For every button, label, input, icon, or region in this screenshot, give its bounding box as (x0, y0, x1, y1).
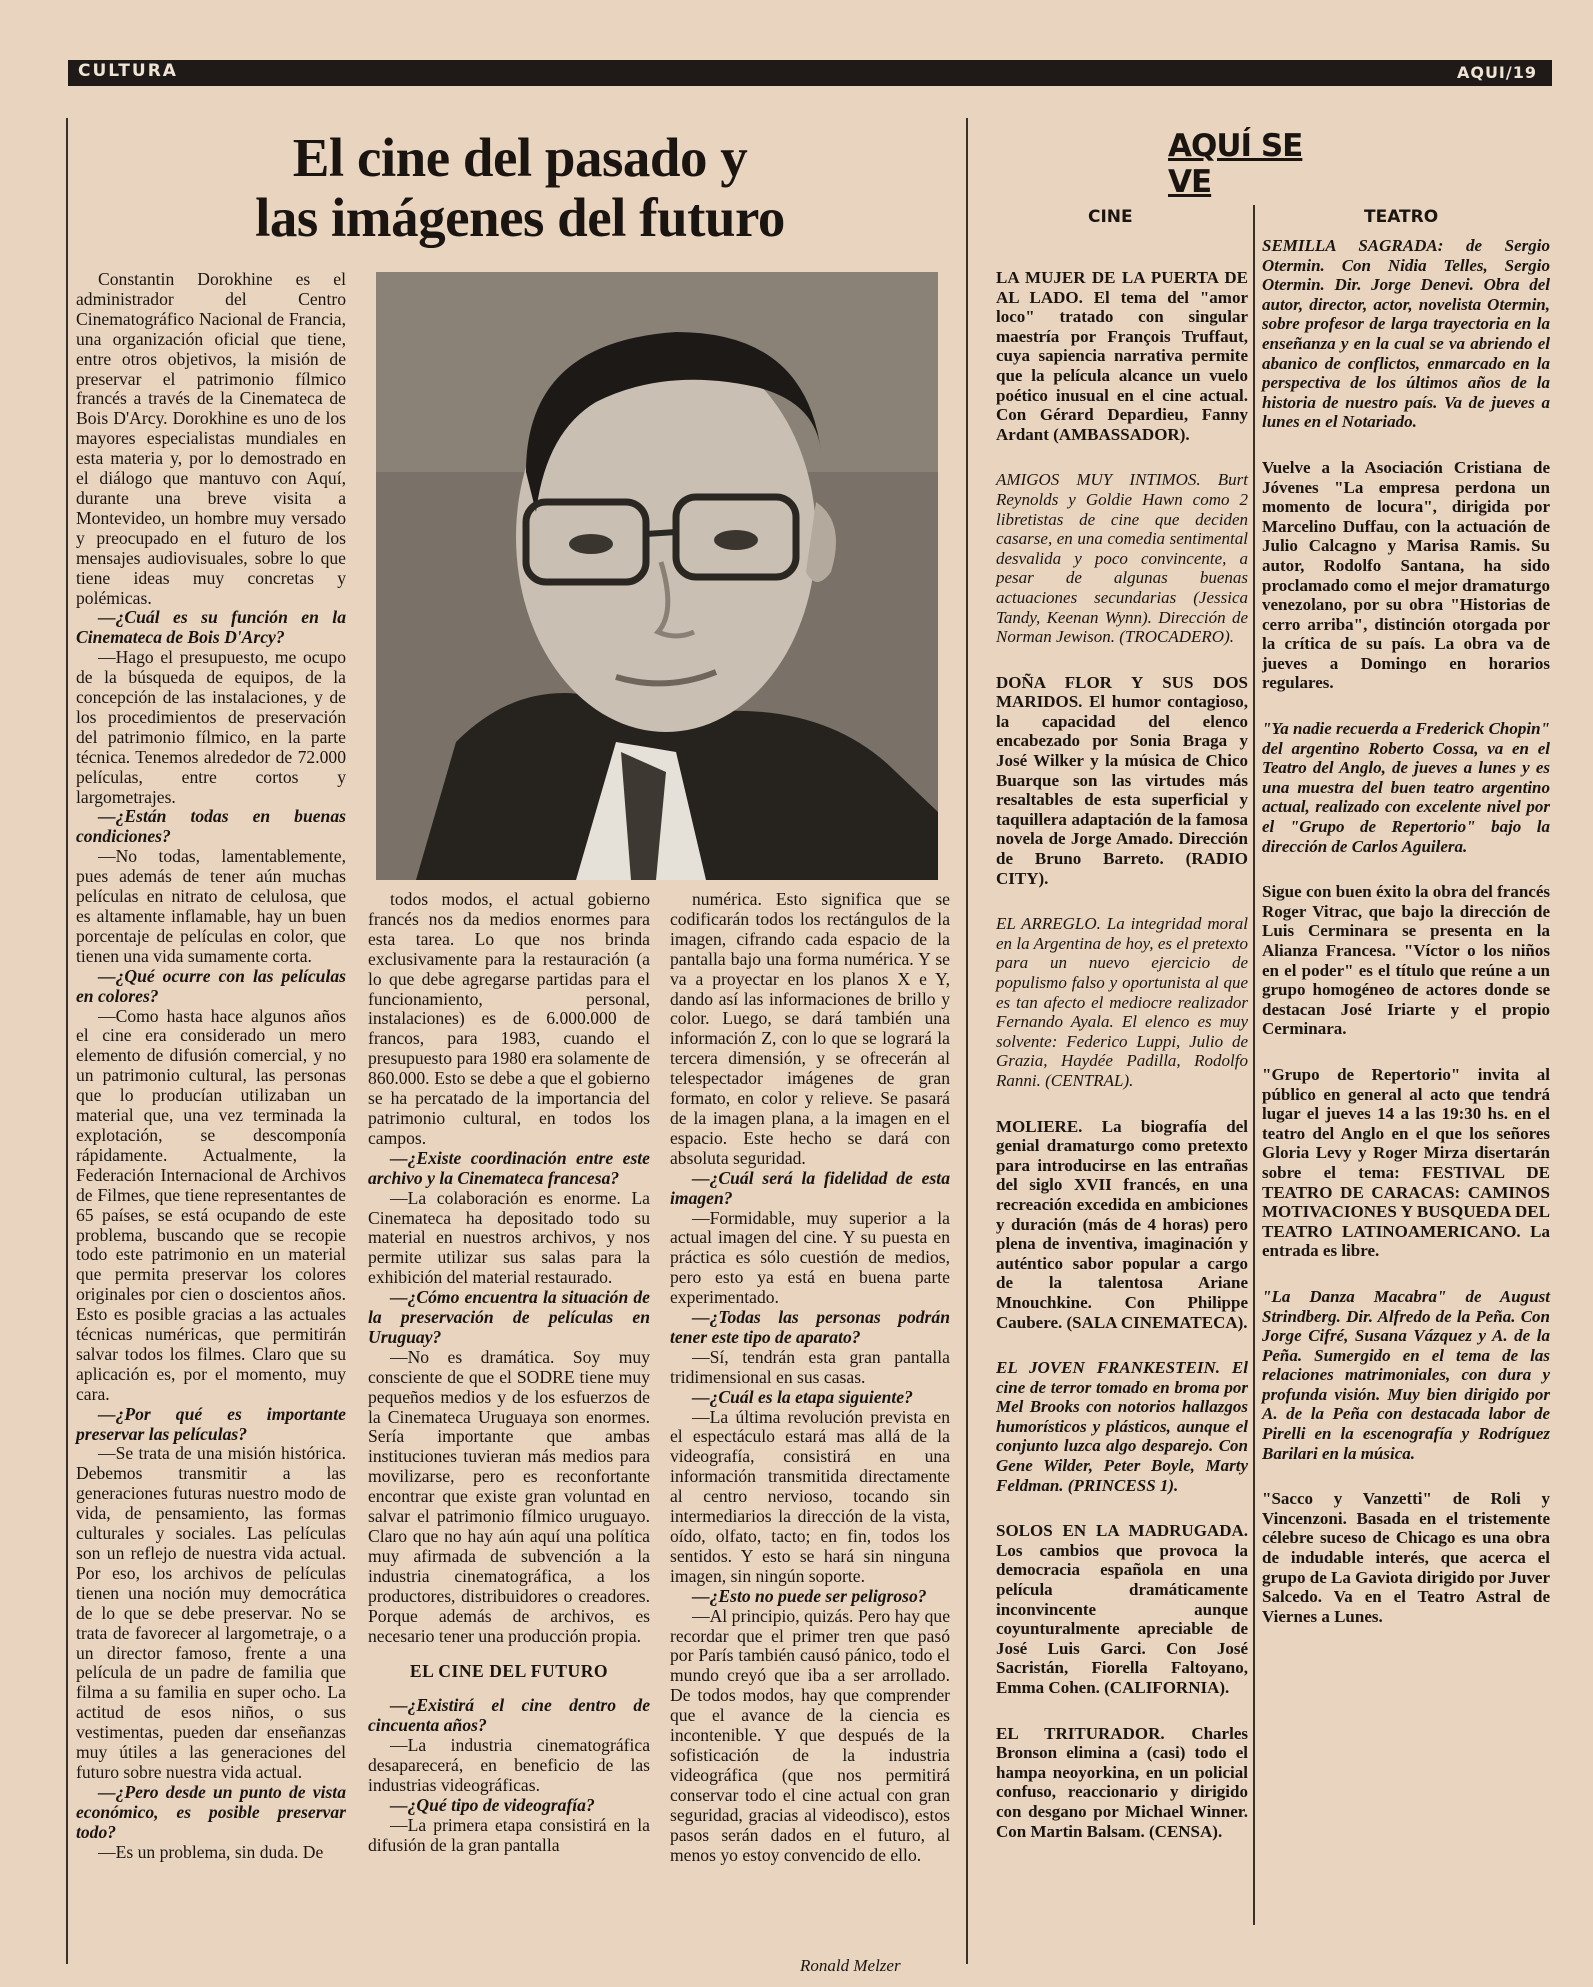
teatro-listing: Vuelve a la Asociación Cristiana de Jóvenes "La empresa perdona un momento de locura", dirigida por Marcelino Duffau, con la actuación de Julio Calcagno y Marisa Ramis. Su autor, Rodolfo Santana, ha sido proclamado como el mejor dramaturgo venezolano, por su obra "Historias de cerro arriba", distinción otorgada por la crítica de su país. La obra va de jueves a Domingo en horarios regulares. (1262, 457, 1550, 693)
article-paragraph: —La última revolución prevista en el espectáculo estará mas allá de la videografía, consistirá en una información transmitida directamente al centro nervioso, tocando sin intermediarios la dirección de la vista, oído, olfato, tacto; en fin, todos los sentidos. Y esto se hará sin ninguna imagen, sin ningún soporte. (670, 1406, 950, 1586)
interview-question: —¿Existirá el cine dentro de cincuenta años? (368, 1695, 650, 1736)
article-paragraph: —La colaboración es enorme. La Cinemateca ha depositado todo su material en nuestros archivos, y nos permite utilizar sus salas para la exhibición del material restaurado. (368, 1187, 650, 1288)
column-divider (66, 118, 68, 1964)
article-paragraph: —Como hasta hace algunos años el cine era considerado un mero elemento de difusión comercial, y no un patrimonio cultural, las personas que lo producían utilizaban un material que, una vez terminada la explotación, se descomponía rápidamente. Actualmente, la Federación Internacional de Archivos de Filmes, que tiene representantes de 65 países, se está ocupando de este problema, buscando que se recopie todo este patrimonio en un material que permita preservar los colores originales por cien o doscientos años. Esto es posible gracias a las actuales técnicas numéricas, que permitirán salvar todos los filmes. Claro que su aplicación es, por el momento, muy cara. (76, 1005, 346, 1404)
article-paragraph: Constantin Dorokhine es el administrador del Centro Cinematográfico Nacional de Francia, una organización oficial que tiene, entre otros objetivos, la misión de preservar el patrimonio fílmico francés a través de la Cinemateca de Bois D'Arcy. Dorokhine es uno de los mayores especialistas mundiales en esta materia y, por lo demostrado en el diálogo que mantuvo con Aquí, durante una breve visita a Montevideo, un hombre muy versado y preocupado en el futuro de los mensajes audiovisuales, sobre lo que tiene ideas muy concretas y polémicas. (76, 269, 346, 608)
interview-question: —¿Cómo encuentra la situación de la preservación de películas en Uruguay? (368, 1287, 650, 1347)
article-paragraph: todos modos, el actual gobierno francés nos da medios enormes para esta tarea. Lo que nos brinda exclusivamente para la restauración (a lo que debe agregarse partidas para el funcionamiento, personal, instalaciones) es de 6.000.000 de francos, para 1983, cuando el presupuesto para 1980 era solamente de 860.000. Esto se debe a que el gobierno se ha percatado de la importancia del patrimonio cultural, en todos los campos. (368, 889, 650, 1148)
interview-question: —¿Existe coordinación entre este archivo y la Cinemateca francesa? (368, 1147, 650, 1188)
logo-text: AQUÍ SE VE (1168, 128, 1303, 200)
portrait-illustration (376, 272, 938, 880)
cine-listings (996, 268, 1248, 1867)
headline-line-2: las imágenes del futuro (255, 187, 785, 248)
interview-question: —¿Esto no puede ser peligroso? (692, 1585, 927, 1606)
column-divider (1253, 205, 1255, 1925)
section-header-bar (68, 60, 1552, 86)
article-column-3 (670, 890, 950, 1865)
article-paragraph: —Es un problema, sin duda. De (98, 1841, 324, 1862)
teatro-listing: "Sacco y Vanzetti" de Roli y Vincenzoni. Basada en el tristemente célebre suceso de Chicago es una obra de indudable interés, que acerca el grupo de La Gaviota dirigido por Juver Salcedo. Va en el Teatro Astral de Viernes a Lunes. (1262, 1489, 1550, 1626)
cine-listing: SOLOS EN LA MADRUGADA. Los cambios que provoca la democracia española en una película dramáticamente inconvincente aunque coyunturalmente apreciable de José Luis Garci. Con José Sacristán, Fiorella Faltoyano, Emma Cohen. (CALIFORNIA). (996, 1521, 1248, 1697)
teatro-listing: "Ya nadie recuerda a Frederick Chopin" del argentino Roberto Cossa, va en el Teatro del Anglo, de jueves a lunes y es una muestra del buen teatro argentino actual, realizado con excelente nivel por el "Grupo de Repertorio" bajo la dirección de Carlos Aguilera. (1262, 719, 1550, 856)
cine-listing: AMIGOS MUY INTIMOS. Burt Reynolds y Goldie Hawn como 2 libretistas de cine que deciden casarse, en una comedia sentimental desvalida y poco convincente, a pesar de algunas buenas actuaciones secundarias (Jessica Tandy, Keenan Wynn). Dirección de Norman Jewison. (TROCADERO). (996, 470, 1248, 647)
interview-question: —¿Cuál es la etapa siguiente? (692, 1386, 913, 1407)
article-column-1 (76, 270, 346, 1863)
teatro-listing: "La Danza Macabra" de August Strindberg. Dir. Alfredo de la Peña. Con Jorge Cifré, Susana Vázquez y A. de la Peña. Sumergido en el tema de las relaciones matrimoniales, con dura y profunda visión. Muy bien dirigido por A. de la Peña con destacada labor de Pirelli en la escenografía y Rodríguez Barilari en la música. (1262, 1286, 1550, 1463)
interview-question: —¿Qué ocurre con las películas en colores? (76, 965, 346, 1006)
aqui-se-ve-logo (1168, 128, 1348, 200)
column-divider (966, 118, 968, 1964)
cine-listing: EL ARREGLO. La integridad moral en la Argentina de hoy, es el pretexto para un nuevo ejercicio de populismo falso y oportunista al que es tan afecto el mediocre realizador Fernando Ayala. El elenco es muy solvente: Federico Luppi, Julio de Grazia, Haydée Padilla, Rodolfo Ranni. (CENTRAL). (996, 914, 1248, 1090)
section-name: CULTURA (78, 61, 178, 81)
article-paragraph: —Hago el presupuesto, me ocupo de la búsqueda de equipos, de la concepción de las instalaciones, y de los procedimientos de preservación del patrimonio fílmico, en la parte técnica. Tenemos alrededor de 72.000 películas, entre cortos y largometrajes. (76, 647, 346, 807)
teatro-heading: TEATRO (1364, 207, 1439, 227)
interview-question: —¿Están todas en buenas condiciones? (76, 806, 346, 847)
article-paragraph: —Al principio, quizás. Pero hay que recordar que el primer tren que pasó por París también causó pánico, todo el mundo creyó que iba a ser arrollado. De todos modos, hay que comprender que el avance de la ciencia es incontenible. Y que después de la sofisticación de la industria videográfica (que nos permitirá conservar todo el cine actual con gran seguridad, gracias al videodisco), estos pasos serán dados en el futuro, al menos yo estoy convencido de ello. (670, 1605, 950, 1865)
article-paragraph: —La industria cinematográfica desaparecerá, en beneficio de las industrias videográficas. (368, 1735, 650, 1795)
cine-heading: CINE (1088, 207, 1133, 227)
cine-listing: LA MUJER DE LA PUERTA DE AL LADO. El tema del "amor loco" tratado con singular maestría por François Truffaut, cuya sapiencia narrativa permite que la película alcance un vuelo poético inusual en el cine actual. Con Gérard Depardieu, Fanny Ardant (AMBASSADOR). (996, 268, 1248, 444)
interview-question: —¿Cuál es su función en la Cinemateca de Bois D'Arcy? (76, 607, 346, 648)
interview-question: —¿Qué tipo de videografía? (390, 1794, 595, 1815)
article-paragraph: numérica. Esto significa que se codificarán todos los rectángulos de la imagen, cifrando cada espacio de la pantalla bajo una forma numérica. Y se va a proyectar en los planos X e Y, dando así las informaciones de brillo y color. Luego, se dará también una información Z, con lo que se logrará la tercera dimensión, y se ofrecerán al telespectador imágenes de gran formato, en color y relieve. Se pasará de la imagen plana, a la imagen en el espacio. Este hecho se dará con absoluta seguridad. (670, 889, 950, 1168)
interviewee-photo (376, 272, 938, 880)
article-paragraph: —Se trata de una misión histórica. Debemos transmitir a las generaciones futuras nuestro modo de vida, de pensamiento, las formas culturales y sociales. Las películas son un reflejo de nuestra vida actual. Por eso, los archivos de películas tienen una noción muy democrática de lo que se debe preservar. No se trata de favorecer al largometraje, o a un director famoso, frente a una película de un padre de familia que filma a su familia en super ocho. La actitud de esos niños, o sus vestimentas, pueden dar enseñanzas muy útiles a las generaciones del futuro sobre nuestra vida actual. (76, 1443, 346, 1782)
cine-listing: MOLIERE. La biografía del genial dramaturgo como pretexto para introducirse en las entrañas del siglo XVII francés, en una recreación excedida en ambiciones y duración (más de 4 horas) pero plena de inventiva, imaginación y auténtico sabor popular a cargo de la talentosa Ariane Mnouchkine. Con Philippe Caubere. (SALA CINEMATECA). (996, 1116, 1248, 1332)
interview-question: —¿Pero desde un punto de vista económico, es posible preservar todo? (76, 1781, 346, 1842)
article-paragraph: —Formidable, muy superior a la actual imagen del cine. Y su puesta en práctica es sólo cuestión de medios, pero esto ya está en buena parte experimentado. (670, 1207, 950, 1308)
interview-question: —¿Por qué es importante preservar las películas? (76, 1403, 346, 1444)
article-byline: Ronald Melzer (800, 1956, 901, 1975)
teatro-listings (1262, 236, 1550, 1652)
article-paragraph: —Sí, tendrán esta gran pantalla tridimensional en sus casas. (670, 1346, 950, 1387)
cine-listing: DOÑA FLOR Y SUS DOS MARIDOS. El humor contagioso, la capacidad del elenco encabezado por Sonia Braga y José Wilker y la música de Chico Buarque son las virtudes más resaltables de esta superficial y taquillera adaptación de la famosa novela de Jorge Amado. Dirección de Bruno Barreto. (RADIO CITY). (996, 672, 1248, 888)
interview-question: —¿Cuál será la fidelidad de esta imagen? (670, 1167, 950, 1208)
page-number: AQUI/19 (1456, 63, 1537, 82)
article-headline (200, 128, 840, 248)
cine-listing: EL TRITURADOR. Charles Bronson elimina a (casi) todo el hampa neoyorkina, en un policial confuso, reaccionario y dirigido con desgano por Michael Winner. Con Martin Balsam. (CENSA). (996, 1723, 1248, 1841)
headline-line-1: El cine del pasado y (292, 127, 748, 188)
article-paragraph: —No todas, lamentablemente, pues además de tener aún muchas películas en nitrato de celulosa, que es altamente inflamable, hay un buen porcentaje de películas en color, que tienen una vida sumamente corta. (76, 846, 346, 966)
teatro-listing: "Grupo de Repertorio" invita al público en general al acto que tendrá lugar el jueves 14 a las 19:30 hs. en el teatro del Anglo en el que los señores Gloria Levy y Roger Mirza disertarán sobre el tema: FESTIVAL DE TEATRO DE CARACAS: CAMINOS MOTIVACIONES Y BUSQUEDA DEL TEATRO LATINOAMERICANO. La entrada es libre. (1262, 1064, 1550, 1261)
teatro-listing: Sigue con buen éxito la obra del francés Roger Vitrac, que bajo la dirección de Luis Cerminara se presenta en la Alianza Francesa. "Víctor o los niños en el poder" es el título que reúne a un grupo homogéneo de actores donde se destacan José Iriarte y el propio Cerminara. (1262, 882, 1550, 1039)
interview-question: —¿Todas las personas podrán tener este tipo de aparato? (670, 1307, 950, 1347)
article-paragraph: —La primera etapa consistirá en la difusión de la gran pantalla (368, 1814, 650, 1855)
teatro-listing: SEMILLA SAGRADA: de Sergio Otermin. Con Nidia Telles, Sergio Otermin. Dir. Jorge Denevi. Obra del autor, director, actor, novelista Otermin, sobre profesor de larga trayectoria en la enseñanza y en la cual se va abriendo el abanico de conflictos, enmarcado en la perspectiva de los últimos años de la historia de nuestro país. Va de jueves a lunes en el Notariado. (1262, 236, 1550, 432)
cine-listing: EL JOVEN FRANKESTEIN. El cine de terror tomado en broma por Mel Brooks con notorios hallazgos humorísticos y plásticos, aunque el conjunto luzca algo desparejo. Con Gene Wilder, Peter Boyle, Marty Feldman. (PRINCESS 1). (996, 1358, 1248, 1495)
article-paragraph: —No es dramática. Soy muy consciente de que el SODRE tiene muy pequeños medios y de los esfuerzos de la Cinemateca Uruguaya son enormes. Sería importante que ambas instituciones tuvieran más medios para movilizarse, pero es reconfortante encontrar que existe gran voluntad en salvar el patrimonio fílmico uruguayo. Claro que no hay aún aquí una política muy afirmada de subvención a la industria cinematográfica, a los productores, distribuidores o creadores. Porque además de archivos, es necesario tener una producción propia. (368, 1346, 650, 1646)
article-column-2 (368, 890, 650, 1856)
article-subheading: EL CINE DEL FUTURO (409, 1661, 609, 1682)
